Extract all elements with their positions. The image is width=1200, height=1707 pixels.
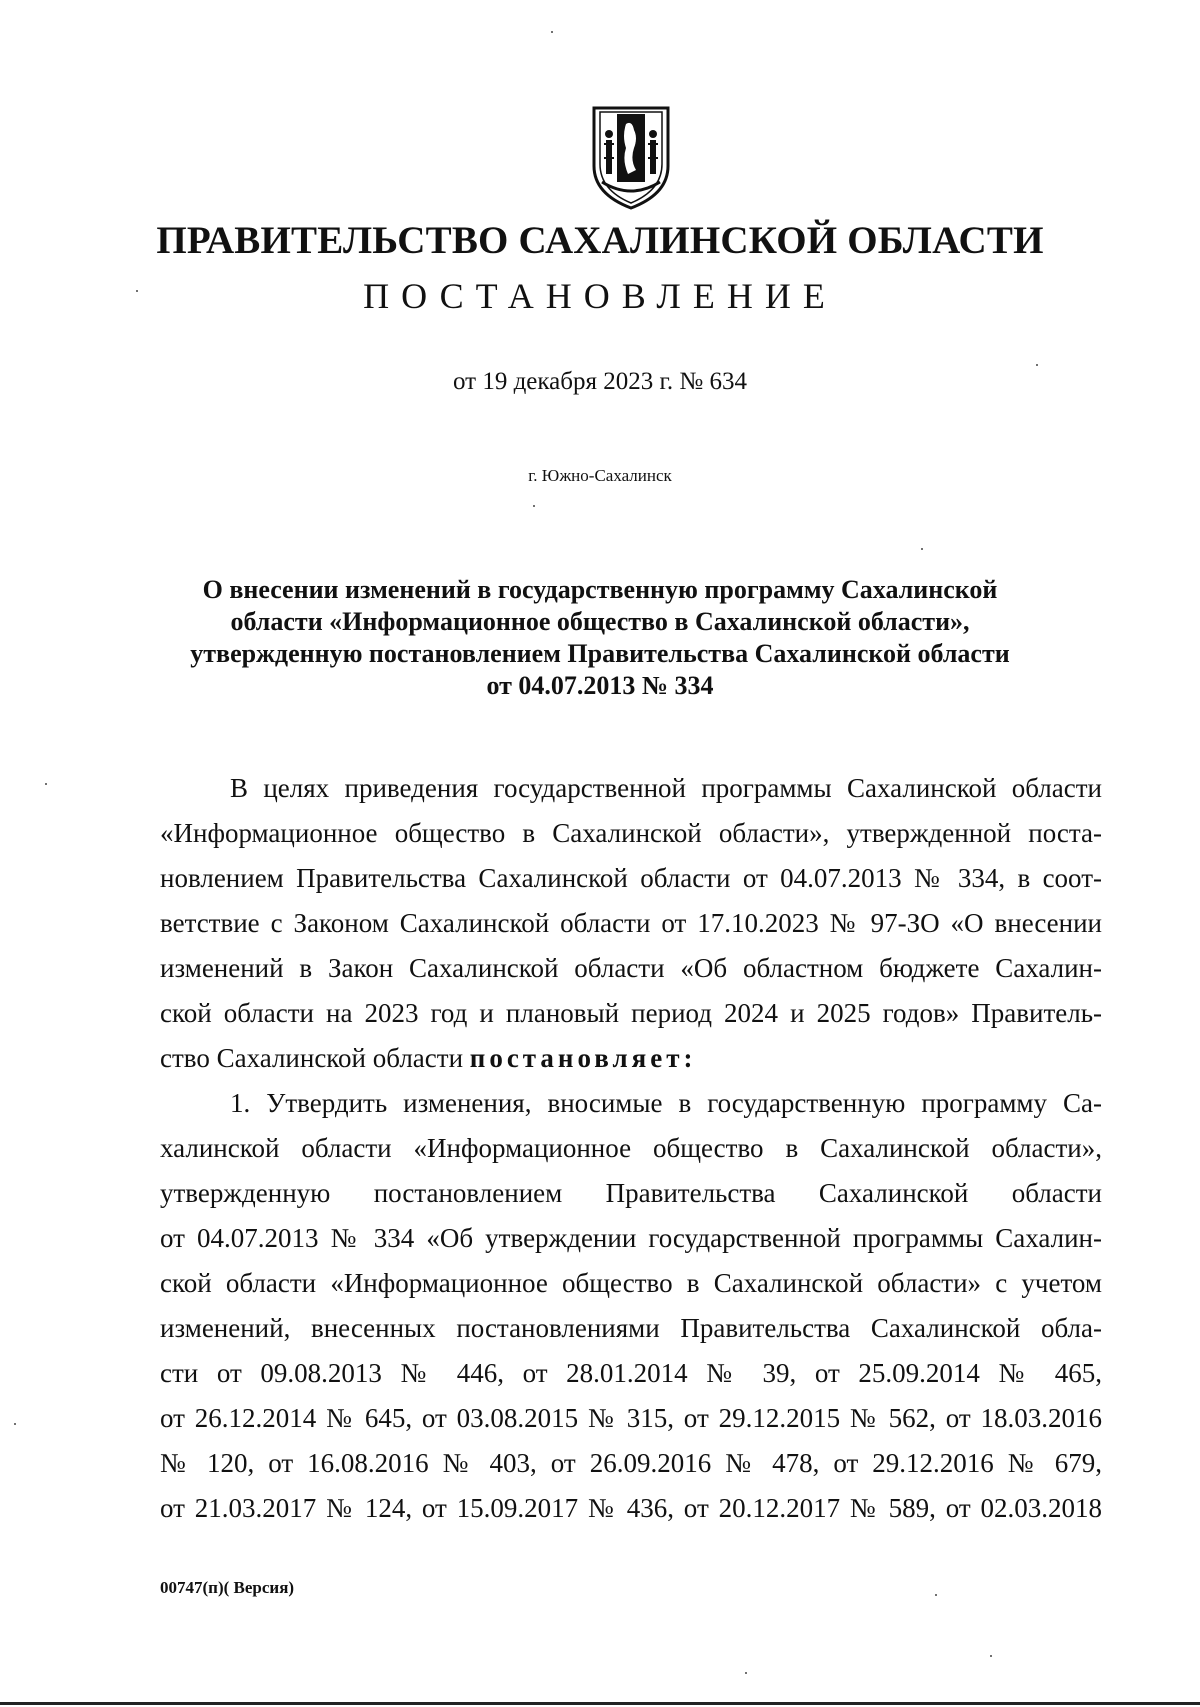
scan-speck	[921, 548, 923, 550]
scan-speck	[1036, 364, 1038, 366]
body-line: изменений, внесенных постановлениями Правительства Сахалинской обла-	[160, 1313, 1102, 1343]
body-line: утвержденную постановлением Правительства Сахалинской области	[160, 1178, 1102, 1208]
body-line: от 26.12.2014 № 645, от 03.08.2015 № 315, от 29.12.2015 № 562, от 18.03.2016	[160, 1403, 1102, 1433]
body-line: изменений в Закон Сахалинской области «Об областном бюджете Сахалин-	[160, 953, 1102, 983]
body-line: сти от 09.08.2013 № 446, от 28.01.2014 № 39, от 25.09.2014 № 465,	[160, 1358, 1102, 1388]
document-body	[160, 766, 1102, 1531]
document-type: ПОСТАНОВЛЕНИЕ	[363, 276, 837, 316]
body-line: «Информационное общество в Сахалинской области», утвержденной поста-	[160, 818, 1102, 848]
body-line: № 120, от 16.08.2016 № 403, от 26.09.2016 № 478, от 29.12.2016 № 679,	[160, 1448, 1102, 1478]
scan-speck	[45, 783, 47, 785]
subject-line: утвержденную постановлением Правительства Сахалинской области	[190, 639, 1010, 668]
scan-speck	[136, 290, 138, 292]
body-line: ветствие с Законом Сахалинской области от 17.10.2023 № 97-ЗО «О внесении	[160, 908, 1102, 938]
subject-line: от 04.07.2013 № 334	[486, 671, 714, 700]
scan-speck	[533, 505, 535, 507]
body-text-prefix: ство Сахалинской области	[160, 1043, 470, 1073]
document-subject	[150, 574, 1050, 702]
body-line: ской области на 2023 год и плановый период 2024 и 2025 годов» Правитель-	[160, 998, 1102, 1028]
body-line: 1. Утвердить изменения, вносимые в государственную программу Са-	[230, 1088, 1102, 1118]
body-line: халинской области «Информационное общество в Сахалинской области»,	[160, 1133, 1102, 1163]
subject-line: О внесении изменений в государственную программу Сахалинской	[202, 575, 998, 604]
government-title: ПРАВИТЕЛЬСТВО САХАЛИНСКОЙ ОБЛАСТИ	[156, 219, 1044, 262]
subject-line: области «Информационное общество в Сахалинской области»,	[230, 607, 970, 636]
body-line: В целях приведения государственной программы Сахалинской области	[230, 773, 1102, 803]
document-city: г. Южно-Сахалинск	[528, 466, 672, 485]
resolution-keyword: постановляет:	[469, 1043, 697, 1073]
body-line: новлением Правительства Сахалинской области от 04.07.2013 № 334, в соот-	[160, 863, 1102, 893]
body-line: ской области «Информационное общество в Сахалинской области» с учетом	[160, 1268, 1102, 1298]
document-date-number: от 19 декабря 2023 г. № 634	[452, 368, 748, 395]
scan-speck	[551, 31, 553, 33]
body-line: от 21.03.2017 № 124, от 15.09.2017 № 436, от 20.12.2017 № 589, от 02.03.2018	[160, 1493, 1102, 1523]
scan-speck	[745, 1672, 747, 1674]
scan-speck	[14, 1423, 16, 1425]
coat-of-arms-icon	[584, 104, 678, 210]
body-line-final	[160, 1036, 1102, 1081]
body-line: от 04.07.2013 № 334 «Об утверждении государственной программы Сахалин-	[160, 1223, 1102, 1253]
scan-speck	[990, 1655, 992, 1657]
scan-speck	[935, 1594, 937, 1596]
scan-bottom-edge	[0, 1702, 1200, 1705]
document-version-code: 00747(п)( Версия)	[160, 1578, 295, 1597]
